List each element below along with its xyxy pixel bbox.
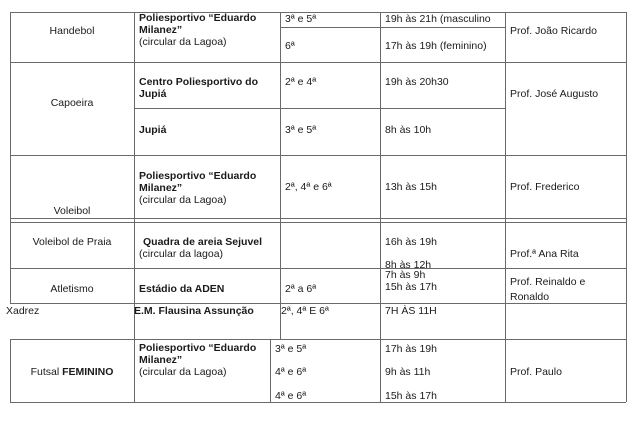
teacher-cell: Ronaldo <box>510 291 550 303</box>
local-name: Poliesportivo “Eduardo <box>139 170 257 182</box>
local-name: Poliesportivo “Eduardo <box>139 342 257 354</box>
modality-cell: Voleibol de Praia <box>32 236 112 248</box>
row-divider <box>10 222 626 223</box>
days-cell: 4ª e 6ª <box>275 390 307 402</box>
modality-qualifier: FEMININO <box>62 366 114 378</box>
row-divider <box>10 268 626 269</box>
row-divider <box>10 155 626 156</box>
local-name: Milanez” <box>139 354 183 366</box>
local-name: Milanez” <box>139 24 183 36</box>
local-name: Poliesportivo “Eduardo <box>139 12 257 24</box>
row-divider <box>135 108 505 109</box>
teacher-cell: Prof. João Ricardo <box>510 25 597 37</box>
teacher-cell: Prof.ª Ana Rita <box>510 248 579 260</box>
local-name: Milanez” <box>139 182 183 194</box>
row-divider <box>10 12 626 13</box>
col-divider <box>10 12 11 303</box>
row-divider <box>10 339 626 340</box>
modality-label: Futsal <box>30 366 63 378</box>
time-cell: 13h às 15h <box>385 181 437 193</box>
days-cell: 3ª e 5ª <box>285 124 317 136</box>
modality-cell: Xadrez <box>6 305 40 317</box>
teacher-cell: Prof. José Augusto <box>510 88 599 100</box>
local-note: (circular da Lagoa) <box>139 194 227 206</box>
time-cell: 7h às 9h <box>385 269 426 281</box>
days-cell: 3ª e 5ª <box>285 13 317 25</box>
time-cell: 15h às 17h <box>385 390 437 402</box>
row-divider <box>10 303 626 304</box>
teacher-cell: Prof. Reinaldo e <box>510 276 586 288</box>
local-note: (circular da Lagoa) <box>139 366 227 378</box>
days-cell: 2ª e 4ª <box>285 76 317 88</box>
time-cell: 17h às 19h (feminino) <box>385 40 487 52</box>
time-cell: 19h às 20h30 <box>385 76 449 88</box>
col-divider <box>280 12 281 339</box>
col-divider <box>270 339 271 402</box>
row-divider <box>10 402 626 403</box>
row-divider <box>10 62 626 63</box>
col-divider <box>626 12 627 402</box>
modality-cell: Capoeira <box>50 97 94 109</box>
time-cell: 15h às 17h <box>385 281 437 293</box>
days-cell: 3ª e 5ª <box>275 343 307 355</box>
row-divider <box>280 27 505 28</box>
time-cell: 7H ÀS 11H <box>385 305 437 317</box>
local-name: Jupiá <box>139 88 167 100</box>
time-cell: 19h às 21h (masculino <box>385 13 491 25</box>
teacher-cell: Prof. Frederico <box>510 181 580 193</box>
days-cell: 2ª, 4ª e 6ª <box>285 181 332 193</box>
teacher-cell: Prof. Paulo <box>510 366 562 378</box>
row-divider <box>10 218 626 219</box>
local-name: Jupiá <box>139 124 167 136</box>
local-name: E.M. Flausina Assunção <box>134 305 254 317</box>
time-cell: 8h às 12h <box>385 259 432 271</box>
modality-cell: Handebol <box>49 25 95 37</box>
days-cell: 6ª <box>285 40 295 52</box>
time-cell: 9h às 11h <box>385 366 431 378</box>
days-cell: 4ª e 6ª <box>275 366 307 378</box>
col-divider <box>380 12 381 402</box>
days-cell: 2ª, 4ª E 6ª <box>281 305 329 317</box>
modality-cell: Atletismo <box>50 283 94 295</box>
modality-cell: Voleibol <box>53 205 91 217</box>
col-divider <box>505 12 506 402</box>
local-name: Centro Poliesportivo do <box>139 76 259 88</box>
time-cell: 17h às 19h <box>385 343 437 355</box>
time-cell: 16h às 19h <box>385 236 437 248</box>
local-note: (circular da lagoa) <box>139 248 224 260</box>
local-name: Estádio da ADEN <box>139 283 225 295</box>
days-cell: 2ª a 6ª <box>285 283 317 295</box>
modality-cell <box>10 366 134 378</box>
local-name: Quadra de areia Sejuvel <box>143 236 263 248</box>
local-note: (circular da Lagoa) <box>139 36 227 48</box>
time-cell: 8h às 10h <box>385 124 432 136</box>
col-divider <box>134 12 135 402</box>
